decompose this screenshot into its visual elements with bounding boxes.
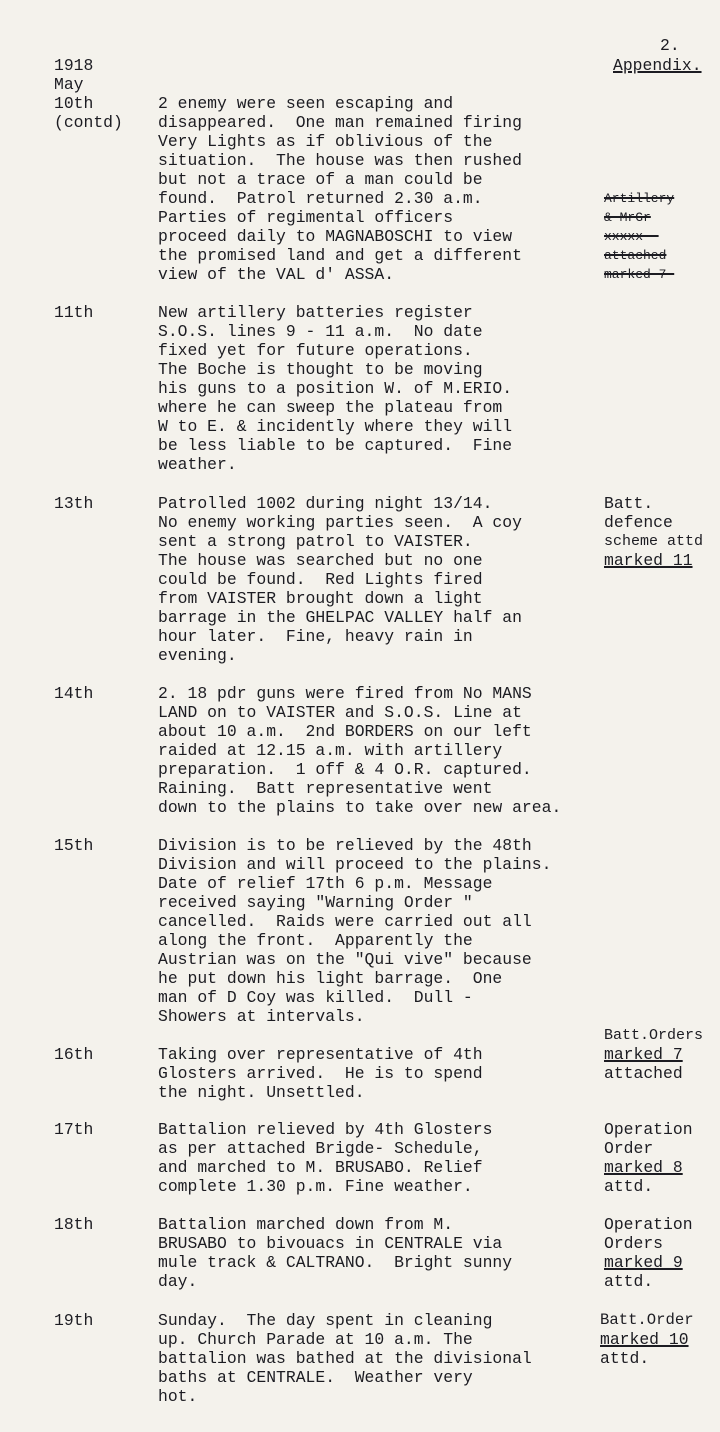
entry-line: down to the plains to take over new area.	[158, 798, 562, 817]
entry-line: from VAISTER brought down a light	[158, 589, 483, 608]
entry-line: The house was searched but no one	[158, 551, 483, 570]
entry-line: received saying "Warning Order "	[158, 893, 473, 912]
margin-note: marked 7	[604, 1045, 683, 1064]
entry-line: up. Church Parade at 10 a.m. The	[158, 1330, 473, 1349]
entry-line: found. Patrol returned 2.30 a.m.	[158, 189, 483, 208]
margin-note: attached	[604, 1064, 683, 1083]
entry-line: evening.	[158, 646, 237, 665]
entry-line: view of the VAL d' ASSA.	[158, 265, 395, 284]
entry-line: Raining. Batt representative went	[158, 779, 493, 798]
entry-line: Division and will proceed to the plains.	[158, 855, 552, 874]
entry-line: be less liable to be captured. Fine	[158, 436, 513, 455]
entry-line: Taking over representative of 4th	[158, 1045, 483, 1064]
entry-line: Glosters arrived. He is to spend	[158, 1064, 483, 1083]
entry-line: BRUSABO to bivouacs in CENTRALE via	[158, 1234, 503, 1253]
entry-line: The Boche is thought to be moving	[158, 360, 483, 379]
entry-line: the promised land and get a different	[158, 246, 522, 265]
entry-line: Division is to be relieved by the 48th	[158, 836, 532, 855]
entry-line: mule track & CALTRANO. Bright sunny	[158, 1253, 513, 1272]
entry-line: about 10 a.m. 2nd BORDERS on our left	[158, 722, 532, 741]
entry-line: Date of relief 17th 6 p.m. Message	[158, 874, 493, 893]
entry-line: the night. Unsettled.	[158, 1083, 365, 1102]
entry-line: could be found. Red Lights fired	[158, 570, 483, 589]
entry-date-note: (contd)	[54, 113, 123, 132]
entry-line: proceed daily to MAGNABOSCHI to view	[158, 227, 513, 246]
margin-note: Artillery	[604, 191, 675, 206]
entry-line: Sunday. The day spent in cleaning	[158, 1311, 493, 1330]
entry-line: preparation. 1 off & 4 O.R. captured.	[158, 760, 532, 779]
entry-line: 2 enemy were seen escaping and	[158, 94, 454, 113]
margin-note: Operation	[604, 1215, 693, 1234]
entry-date: 14th	[54, 684, 94, 703]
margin-note: marked 9	[604, 1253, 683, 1272]
entry-line: Austrian was on the "Qui vive" because	[158, 950, 532, 969]
entry-date: 10th	[54, 94, 94, 113]
entry-line: but not a trace of a man could be	[158, 170, 483, 189]
margin-note: attd.	[600, 1349, 650, 1368]
margin-note: Batt.Orders	[604, 1027, 704, 1044]
margin-note: xxxxx--	[604, 229, 659, 244]
entry-line: hot.	[158, 1387, 198, 1406]
entry-line: No enemy working parties seen. A coy	[158, 513, 522, 532]
margin-note: scheme attd	[604, 533, 704, 550]
entry-line: LAND on to VAISTER and S.O.S. Line at	[158, 703, 522, 722]
entry-line: Very Lights as if oblivious of the	[158, 132, 493, 151]
margin-note: Order	[604, 1139, 654, 1158]
margin-note: marked 10	[600, 1330, 689, 1349]
margin-note: attd.	[604, 1272, 654, 1291]
entry-line: and marched to M. BRUSABO. Relief	[158, 1158, 483, 1177]
margin-note: &-MrGr	[604, 210, 651, 225]
entry-line: Parties of regimental officers	[158, 208, 454, 227]
margin-note: marked 11	[604, 551, 693, 570]
entry-date: 19th	[54, 1311, 94, 1330]
entry-line: he put down his light barrage. One	[158, 969, 503, 988]
month-label: May	[54, 75, 84, 94]
entry-date: 16th	[54, 1045, 94, 1064]
margin-note: defence	[604, 513, 673, 532]
entry-line: Battalion marched down from M.	[158, 1215, 454, 1234]
entry-line: raided at 12.15 a.m. with artillery	[158, 741, 503, 760]
margin-note: attached	[604, 248, 667, 263]
entry-line: baths at CENTRALE. Weather very	[158, 1368, 473, 1387]
appendix-heading: Appendix.	[613, 56, 702, 75]
entry-line: his guns to a position W. of M.ERIO.	[158, 379, 513, 398]
entry-date: 11th	[54, 303, 94, 322]
entry-line: cancelled. Raids were carried out all	[158, 912, 532, 931]
entry-line: where he can sweep the plateau from	[158, 398, 503, 417]
entry-date: 18th	[54, 1215, 94, 1234]
entry-line: day.	[158, 1272, 198, 1291]
margin-note: marked-7-	[604, 267, 675, 282]
entry-line: Battalion relieved by 4th Glosters	[158, 1120, 493, 1139]
entry-line: barrage in the GHELPAC VALLEY half an	[158, 608, 522, 627]
entry-line: hour later. Fine, heavy rain in	[158, 627, 473, 646]
entry-line: battalion was bathed at the divisional	[158, 1349, 532, 1368]
entry-date: 17th	[54, 1120, 94, 1139]
entry-line: disappeared. One man remained firing	[158, 113, 522, 132]
margin-note: marked 8	[604, 1158, 683, 1177]
entry-line: along the front. Apparently the	[158, 931, 473, 950]
entry-line: as per attached Brigde- Schedule,	[158, 1139, 483, 1158]
entry-line: fixed yet for future operations.	[158, 341, 473, 360]
entry-line: Patrolled 1002 during night 13/14.	[158, 494, 493, 513]
entry-date: 15th	[54, 836, 94, 855]
entry-date: 13th	[54, 494, 94, 513]
entry-line: sent a strong patrol to VAISTER.	[158, 532, 473, 551]
entry-line: Showers at intervals.	[158, 1007, 365, 1026]
entry-line: 2. 18 pdr guns were fired from No MANS	[158, 684, 532, 703]
entry-line: weather.	[158, 455, 237, 474]
entry-line: situation. The house was then rushed	[158, 151, 522, 170]
margin-note: Batt.	[604, 494, 654, 513]
year-label: 1918	[54, 56, 94, 75]
entry-line: New artillery batteries register	[158, 303, 473, 322]
page-number: 2.	[660, 36, 680, 55]
margin-note: Batt.Order	[600, 1311, 694, 1329]
entry-line: S.O.S. lines 9 - 11 a.m. No date	[158, 322, 483, 341]
margin-note: Operation	[604, 1120, 693, 1139]
entry-line: complete 1.30 p.m. Fine weather.	[158, 1177, 473, 1196]
margin-note: attd.	[604, 1177, 654, 1196]
entry-line: man of D Coy was killed. Dull -	[158, 988, 473, 1007]
margin-note: Orders	[604, 1234, 664, 1253]
entry-line: W to E. & incidently where they will	[158, 417, 513, 436]
